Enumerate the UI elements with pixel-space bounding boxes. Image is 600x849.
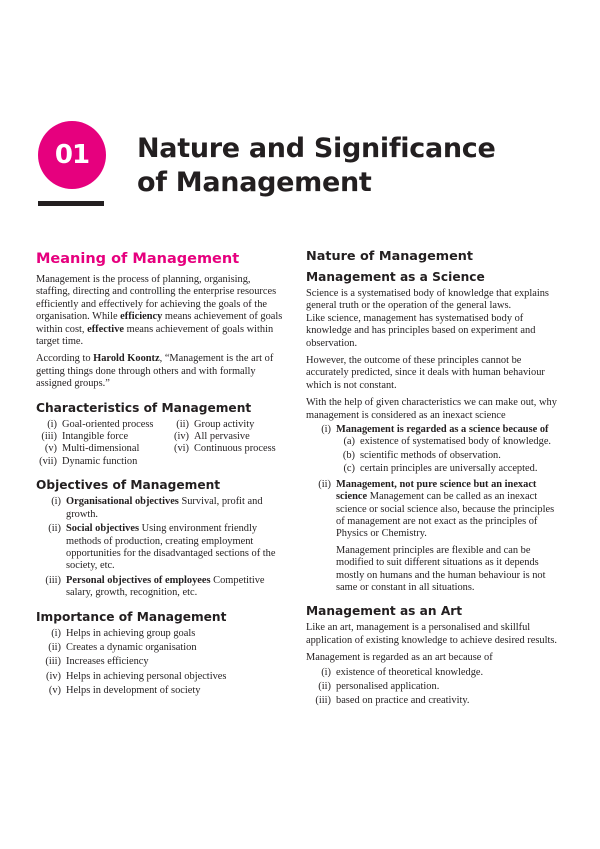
bold-text: Organisational objectives [66, 496, 179, 508]
list-item [36, 523, 286, 573]
item-number: (vi) [173, 443, 189, 455]
item-text [336, 479, 564, 541]
item-text: All pervasive [194, 431, 250, 443]
list-item [336, 450, 564, 462]
science-paragraph-4: With the help of given characteristics we can make out, why management is considered as an inexact science [306, 397, 557, 421]
science-sub-list [306, 436, 564, 475]
bold-text: effective [87, 323, 125, 335]
chapter-underline [38, 201, 104, 206]
list-item [36, 575, 286, 600]
science-paragraph-2: Like science, management has systematised body of knowledge and has principles based on experiment and observation. [306, 312, 536, 349]
science-paragraph-3: However, the outcome of these principles cannot be accurately predicted, since it deals with human behaviour which is not constant. [306, 355, 545, 391]
item-number: (ii) [318, 680, 331, 692]
science-paragraph-1: Science is a systematised body of knowledge that explains general truth or the operation of the general laws. [306, 288, 549, 312]
item-number: (vii) [39, 455, 57, 467]
art-paragraph-1: Like an art, management is a personalised and skillful application of existing knowledge to achieve desired results. [306, 622, 558, 646]
list-item [36, 431, 168, 443]
item-text: Helps in achieving group goals [66, 627, 196, 639]
list-item [306, 667, 564, 679]
list-item [36, 642, 286, 654]
item-number: (i) [47, 418, 57, 430]
item-number: (c) [343, 463, 355, 475]
list-item [336, 463, 564, 475]
chapter-number-badge: 01 [38, 121, 106, 189]
bold-text: Social objectives [66, 523, 140, 535]
text: According to [36, 353, 94, 365]
item-number: (i) [51, 496, 61, 508]
meaning-paragraph-1 [36, 274, 286, 348]
item-text: Multi-dimensional [62, 443, 140, 455]
list-item [306, 695, 564, 707]
bold-text: Harold Koontz [93, 353, 160, 365]
list-item [36, 685, 286, 697]
objectives-list [36, 496, 286, 599]
text: means achievement of goals within target time. [36, 323, 274, 348]
item-text [66, 523, 286, 573]
importance-heading: Importance of Management [36, 609, 227, 624]
meaning-paragraph-2 [36, 353, 286, 390]
bold-text: efficiency [120, 311, 163, 323]
item-number: (i) [51, 627, 61, 639]
list-item [36, 443, 168, 455]
list-item [306, 681, 564, 693]
list-item [306, 479, 564, 541]
item-text: personalised application. [336, 680, 440, 692]
item-number: (ii) [48, 641, 61, 653]
bold-text: Management, not pure science but an inexact science [336, 478, 537, 503]
item-number: (i) [321, 666, 331, 678]
item-text: Goal-oriented process [62, 418, 154, 430]
item-number: (v) [44, 443, 57, 455]
objectives-heading: Objectives of Management [36, 478, 221, 493]
item-text: Group activity [194, 418, 255, 430]
characteristics-heading: Characteristics of Management [36, 400, 252, 415]
item-number: (iii) [41, 431, 57, 443]
chapter-title [137, 132, 577, 200]
science-heading: Management as a Science [306, 270, 485, 284]
meaning-heading: Meaning of Management [36, 251, 240, 267]
item-text: Increases efficiency [66, 656, 149, 668]
bold-text: Personal objectives of employees [66, 574, 211, 586]
text: Management is the process of planning, organising, staffing, directing and controlling the enterprise resources efficiently and effectively for achieving the goals of the organisation. While [36, 274, 277, 323]
art-heading: Management as an Art [306, 604, 463, 619]
list-item [306, 424, 564, 436]
item-text [66, 496, 286, 521]
item-text: certain principles are universally accepted. [360, 463, 538, 475]
text: Survival, profit and growth. [66, 496, 263, 520]
item-text: Helps in achieving personal objectives [66, 670, 227, 682]
text: Management can be called as an inexact science or social science also, because the principles of management are not exact as the principles of Physics or Chemistry. [336, 491, 555, 540]
list-item [36, 419, 168, 431]
text: Competitive salary, growth, recognition, etc. [66, 574, 265, 599]
item-text: Intangible force [62, 431, 129, 443]
item-number: (ii) [48, 523, 61, 535]
list-item [336, 436, 564, 448]
item-number: (a) [343, 436, 355, 448]
item-number: (ii) [176, 418, 189, 430]
list-item [36, 496, 286, 521]
list-item [36, 656, 286, 668]
nature-heading: Nature of Management [306, 249, 474, 264]
text: means achievement of goals within cost, [36, 311, 283, 335]
item-text: Creates a dynamic organisation [66, 641, 197, 653]
item-text: Dynamic function [62, 455, 138, 467]
text: Using environment friendly methods of production, creating employment opportunities for the disadvantaged sections of the society, etc. [66, 523, 276, 572]
item-text: based on practice and creativity. [336, 695, 470, 707]
list-item [168, 431, 286, 443]
item-text: Management is regarded as a science because of [336, 424, 549, 436]
importance-list [36, 628, 286, 698]
list-item [36, 671, 286, 683]
right-column [306, 249, 564, 710]
art-list [306, 667, 564, 708]
chapter-title-line2: of Management [137, 167, 372, 198]
item-text: Helps in development of society [66, 685, 201, 697]
chapter-title-line1: Nature and Significance [137, 133, 496, 164]
item-text: Continuous process [194, 443, 276, 455]
item-number: (v) [48, 685, 61, 697]
characteristics-list [36, 419, 286, 469]
list-item [36, 456, 168, 468]
science-ii-paragraph-2: Management principles are flexible and can be modified to suit different situations as it depends mostly on humans and the human behaviour is not same or constant in all situations. [336, 544, 546, 593]
item-text: scientific methods of observation. [360, 449, 501, 461]
art-paragraph-2: Management is regarded as an art because of [306, 652, 493, 664]
item-number: (iv) [45, 670, 61, 682]
item-number: (iv) [173, 431, 189, 443]
item-number: (iii) [45, 656, 61, 668]
list-item [168, 419, 286, 431]
list-item [36, 628, 286, 640]
item-number: (i) [321, 424, 331, 436]
item-text: existence of systematised body of knowledge. [360, 436, 552, 448]
left-column [36, 250, 286, 700]
list-item [168, 443, 286, 455]
text: , “Management is the art of getting things done through others and with formally assigned groups.” [36, 353, 274, 390]
item-text [66, 575, 286, 600]
item-number: (iii) [315, 695, 331, 707]
item-text: existence of theoretical knowledge. [336, 666, 484, 678]
item-number: (ii) [318, 478, 331, 490]
item-number: (iii) [45, 574, 61, 586]
item-number: (b) [342, 449, 355, 461]
